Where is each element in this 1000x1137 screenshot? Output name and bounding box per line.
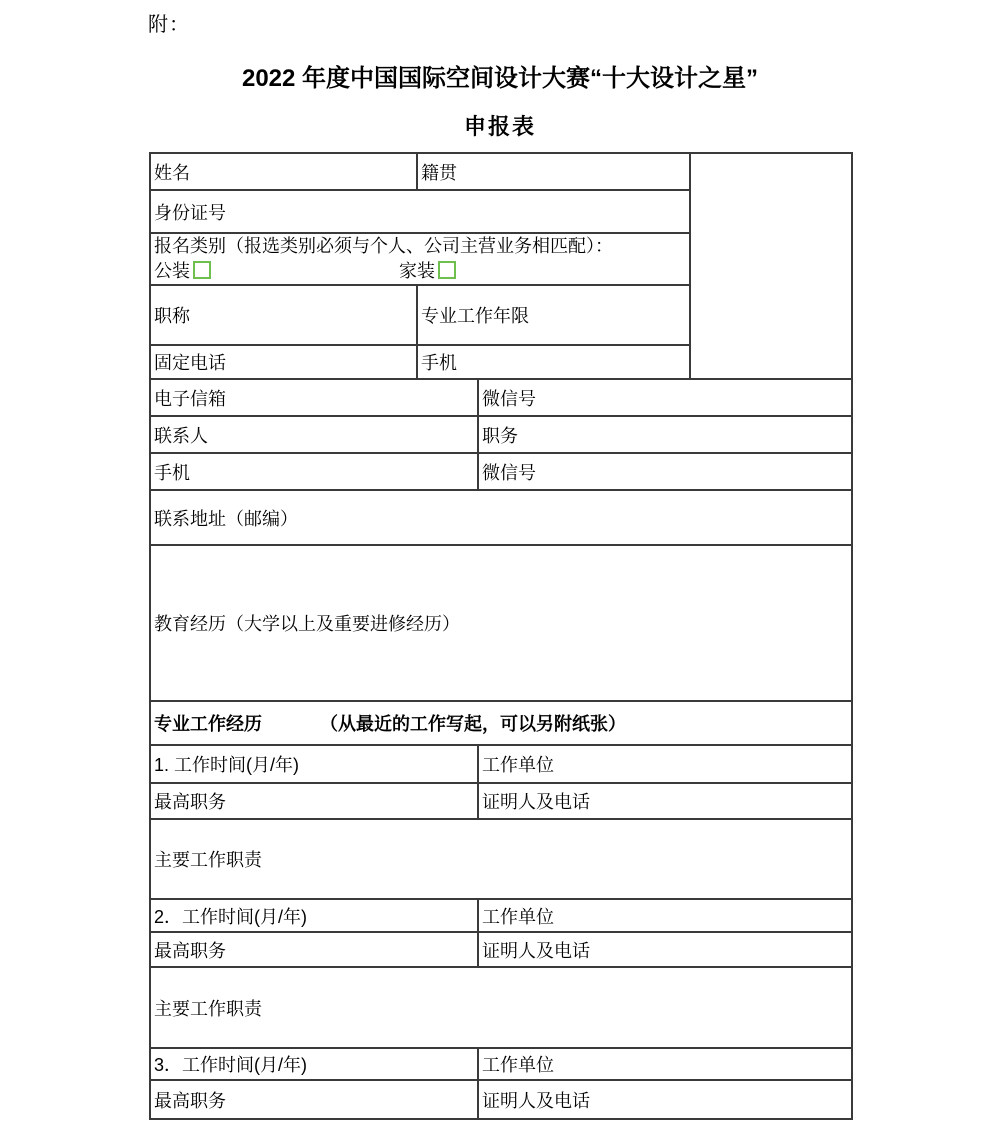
wechat2-label-cell: 微信号 <box>478 453 852 490</box>
work1-highest-position-label-cell: 最高职务 <box>150 783 478 819</box>
wechat-label-cell: 微信号 <box>478 379 852 416</box>
work2-employer-label-cell: 工作单位 <box>478 899 852 932</box>
landline-label-cell: 固定电话 <box>150 345 417 379</box>
mobile2-label-cell: 手机 <box>150 453 478 490</box>
work3-employer-label-cell: 工作单位 <box>478 1048 852 1080</box>
home-decoration-checkbox[interactable] <box>438 261 456 279</box>
work1-reference-label-cell: 证明人及电话 <box>478 783 852 819</box>
email-label-cell: 电子信箱 <box>150 379 478 416</box>
position-label-cell: 职务 <box>478 416 852 453</box>
contact-person-label-cell: 联系人 <box>150 416 478 453</box>
work1-duties-label-cell: 主要工作职责 <box>150 819 852 899</box>
application-form-table <box>149 152 853 1120</box>
native-place-label-cell: 籍贯 <box>417 153 690 190</box>
work3-highest-position-label-cell: 最高职务 <box>150 1080 478 1119</box>
page-subtitle: 申报表 <box>463 114 536 139</box>
category-public-label: 公装 <box>154 261 190 281</box>
name-label-cell: 姓名 <box>150 153 417 190</box>
work2-highest-position-label-cell: 最高职务 <box>150 932 478 967</box>
work-history-header-cell <box>150 701 852 745</box>
work2-time-label-cell: 2．工作时间(月/年) <box>150 899 478 932</box>
work1-time-label-cell: 1. 工作时间(月/年) <box>150 745 478 783</box>
category-cell <box>150 233 690 285</box>
work-history-note: （从最近的工作写起，可以另附纸张） <box>320 714 626 734</box>
address-label-cell: 联系地址（邮编） <box>150 490 852 545</box>
work2-duties-label-cell: 主要工作职责 <box>150 967 852 1048</box>
education-label-cell: 教育经历（大学以上及重要进修经历） <box>150 545 852 701</box>
public-decoration-checkbox[interactable] <box>193 261 211 279</box>
work1-employer-label-cell: 工作单位 <box>478 745 852 783</box>
category-home-label: 家装 <box>399 261 435 281</box>
mobile-label-cell: 手机 <box>417 345 690 379</box>
attachment-label: 附： <box>148 14 190 36</box>
category-options-row <box>154 259 686 284</box>
page-title: 2022 年度中国国际空间设计大赛“十大设计之星” <box>241 65 759 92</box>
work3-time-label-cell: 3．工作时间(月/年) <box>150 1048 478 1080</box>
work2-reference-label-cell: 证明人及电话 <box>478 932 852 967</box>
job-title-label-cell: 职称 <box>150 285 417 345</box>
work3-reference-label-cell: 证明人及电话 <box>478 1080 852 1119</box>
work-years-label-cell: 专业工作年限 <box>417 285 690 345</box>
category-label: 报名类别（报选类别必须与个人、公司主营业务相匹配）： <box>154 236 613 256</box>
photo-cell <box>690 153 852 379</box>
work-history-label: 专业工作经历 <box>154 714 262 734</box>
id-number-label-cell: 身份证号 <box>150 190 690 233</box>
